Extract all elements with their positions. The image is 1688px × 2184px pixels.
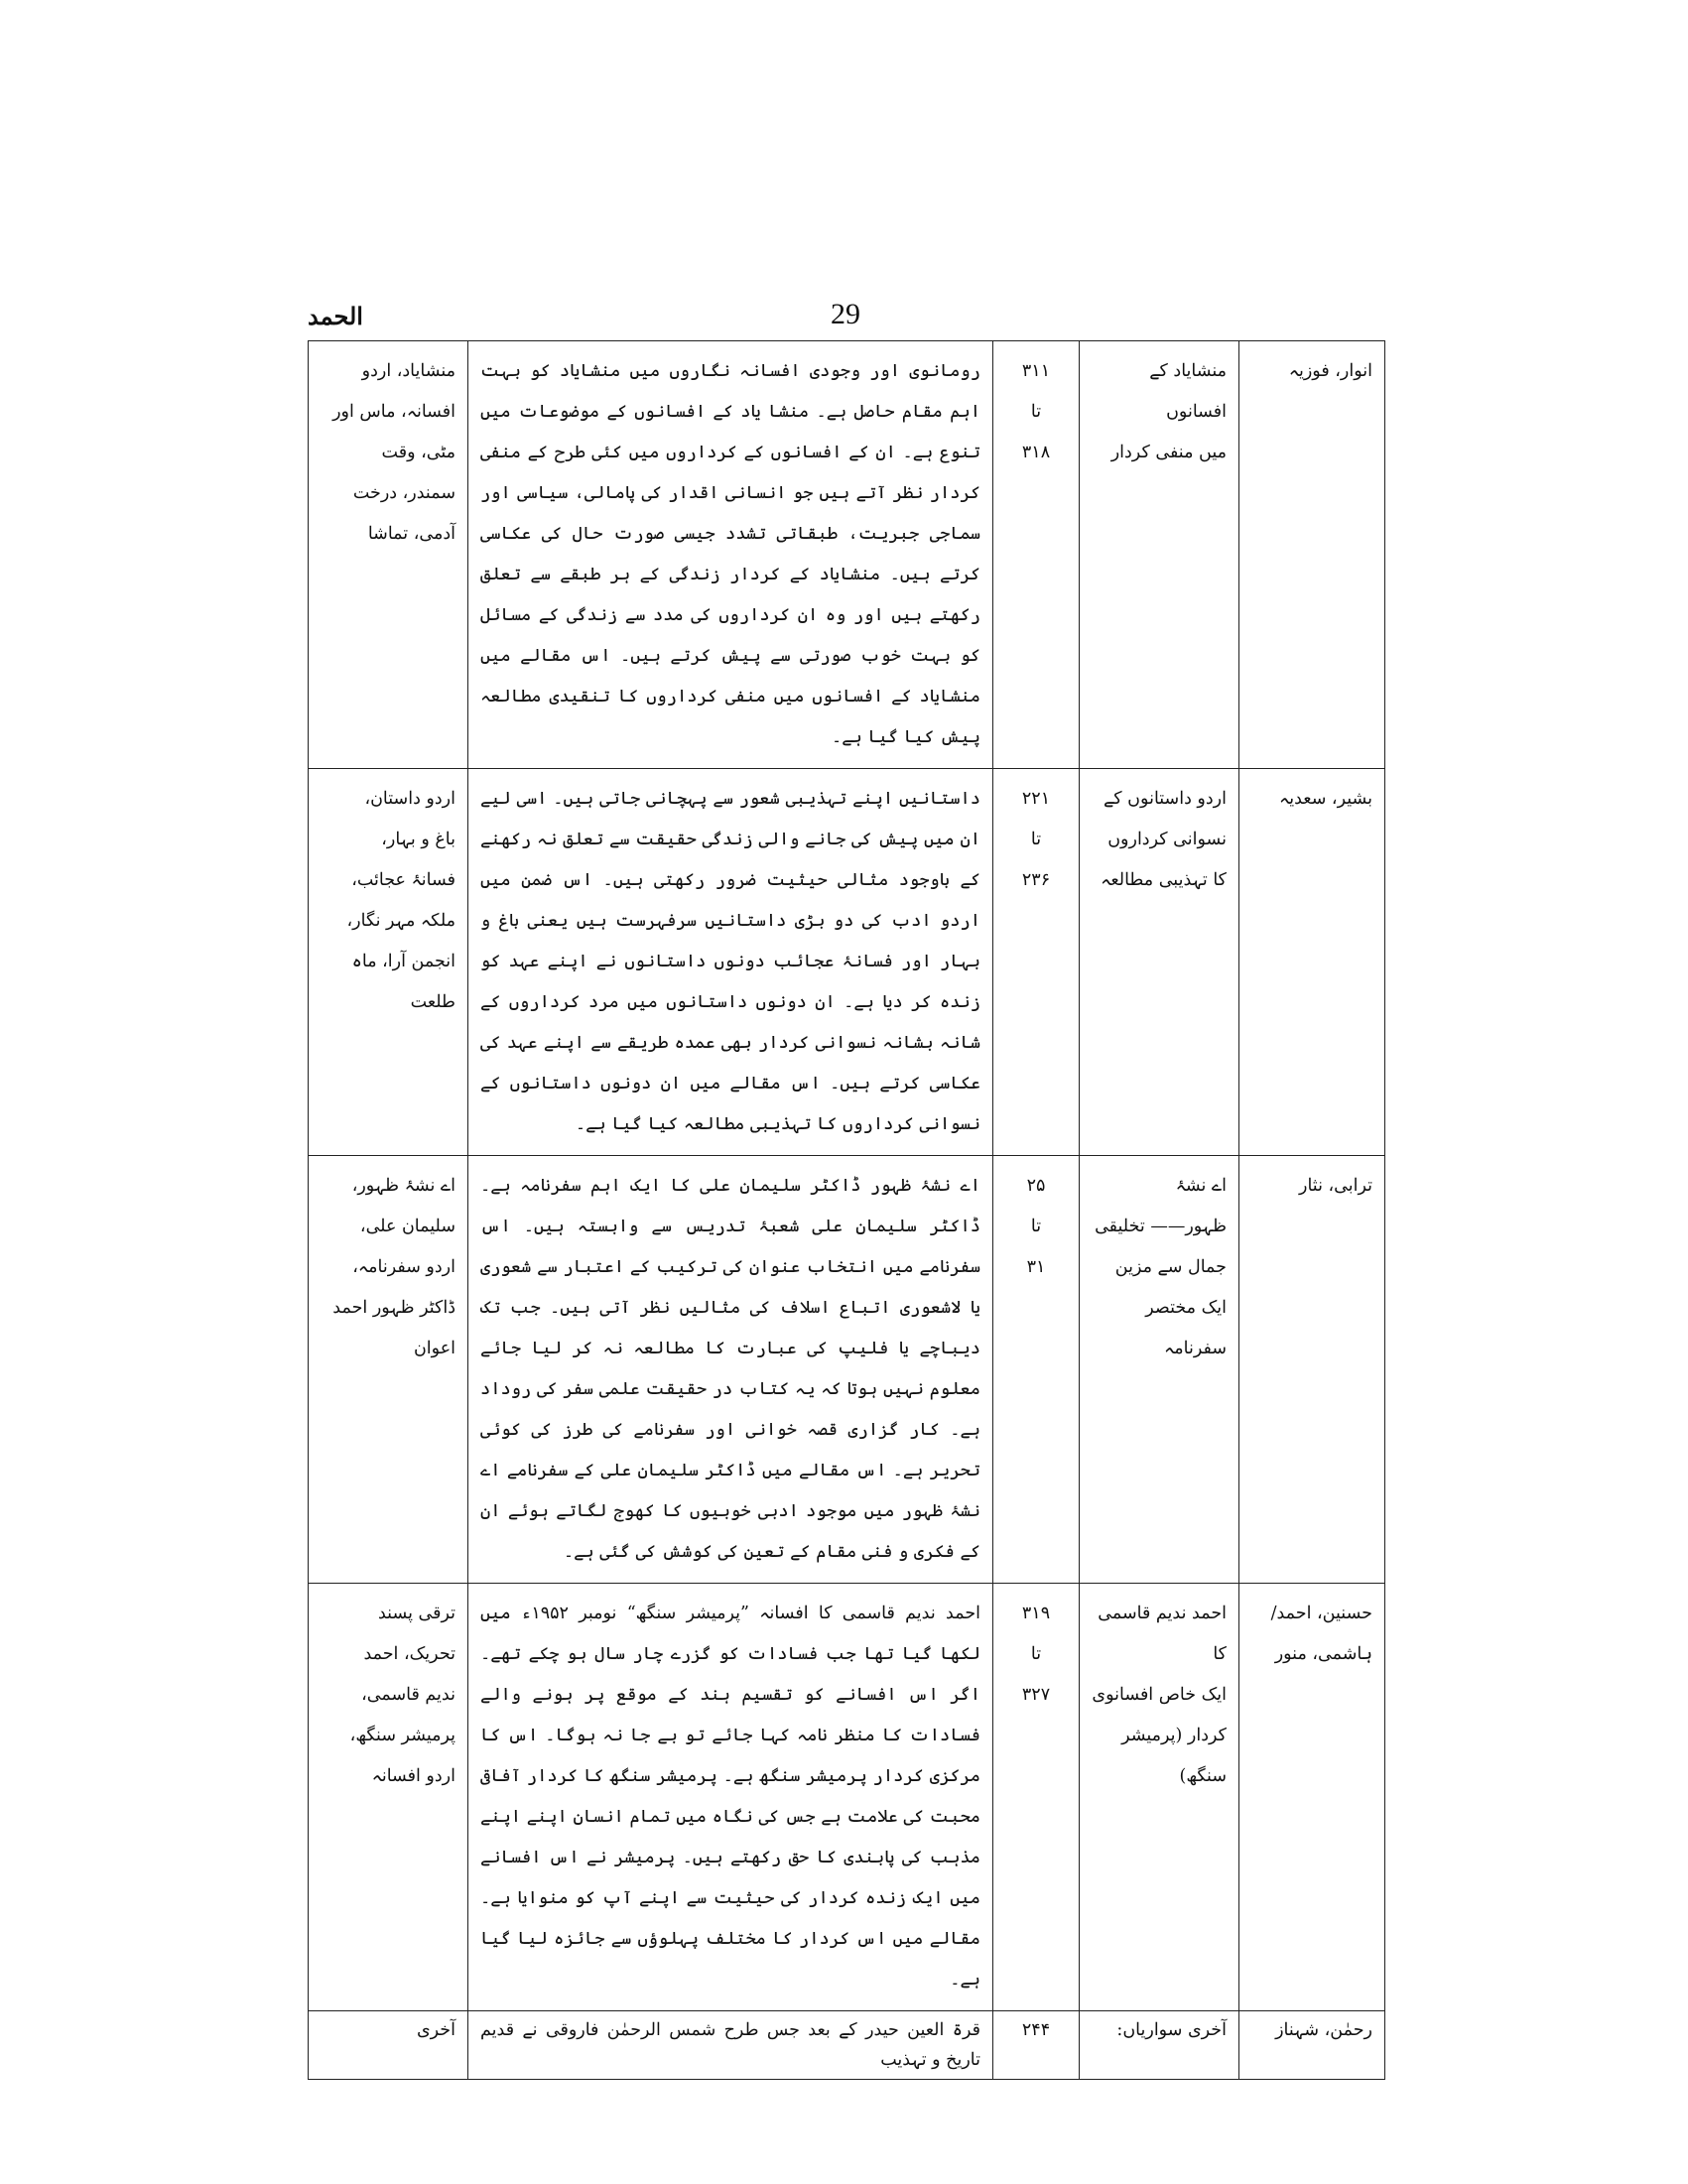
- keywords-cell: [309, 2011, 468, 2080]
- abstract-cell: [468, 2011, 993, 2080]
- keyword-line: آدمی، تماشا: [367, 524, 455, 544]
- title-line: جمال سے مزین: [1114, 1257, 1227, 1277]
- page-start: ۳۱۱: [1021, 361, 1051, 381]
- authors-text: بشیر، سعدیہ: [1278, 789, 1372, 809]
- journal-name: الحمد: [308, 302, 363, 330]
- abstract-cell: [468, 341, 993, 769]
- authors-text: رحمٰن، شہناز: [1275, 2020, 1372, 2040]
- pages-cell: [993, 341, 1080, 769]
- page-to: تا: [1030, 1644, 1042, 1664]
- title-line: ظہور—— تخلیقی: [1095, 1217, 1227, 1236]
- keyword-line: ڈاکٹر ظہور احمد: [332, 1298, 455, 1318]
- title-line: ایک خاص افسانوی: [1092, 1685, 1227, 1705]
- keyword-line: سمندر، درخت: [352, 483, 455, 503]
- title-cell: [1080, 2011, 1239, 2080]
- keyword-line: اردو سفرنامہ،: [352, 1257, 455, 1277]
- title-line: احمد ندیم قاسمی کا: [1098, 1604, 1227, 1664]
- keyword-line: پرمیشر سنگھ،: [349, 1726, 455, 1745]
- title-line: سنگھ): [1179, 1766, 1227, 1786]
- authors-cell: [1239, 341, 1385, 769]
- keyword-line: باغ و بہار،: [381, 830, 455, 849]
- authors-cell: [1239, 2011, 1385, 2080]
- page-start: ۲۴۴: [1021, 2020, 1051, 2040]
- keyword-line: ترقی پسند: [378, 1604, 455, 1623]
- page-end: ۳۱۸: [1021, 443, 1051, 462]
- abstract-cell: [468, 769, 993, 1156]
- page-to: تا: [1030, 1217, 1042, 1236]
- abstract-text: رومانوی اور وجودی افسانہ نگاروں میں منشایاد کو بہت اہم مقام حاصل ہے۔ منشا یاد کے افسانوں کے موضوعات میں تنوع ہے۔ ان کے افسانوں کے کرداروں میں کئی طرح کے منفی کردار نظر آتے ہیں جو انسانی اقدار کی پامالی، سیاسی اور سماجی جبریت، طبقاتی تشدد جیسی صورت حال کی عکاسی کرتے ہیں۔ منشایاد کے کردار زندگی کے ہر طبقے سے تعلق رکھتے ہیں اور وہ ان کرداروں کی مدد سے زندگی کے مسائل کو بہت خوب صورتی سے پیش کرتے ہیں۔ اس مقالے میں منشایاد کے افسانوں میں منفی کرداروں کا تنقیدی مطالعہ پیش کیا گیا ہے۔: [480, 361, 980, 747]
- page-header: [308, 298, 1383, 339]
- page-end: ۳۱: [1026, 1257, 1046, 1277]
- abstract-text: احمد ندیم قاسمی کا افسانہ ”پرمیشر سنگھ“ نومبر ۱۹۵۲ء میں لکھا گیا تھا جب فسادات کو گزرے چار سال ہو چکے تھے۔ اگر اس افسانے کو تقسیم ہند کے موقع پر ہونے والے فسادات کا منظر نامہ کہا جائے تو بے جا نہ ہوگا۔ اس کا مرکزی کردار پرمیشر سنگھ ہے۔ پرمیشر سنگھ کا کردار آفاقی محبت کی علامت ہے جس کی نگاہ میں تمام انسان اپنے اپنے مذہب کی پابندی کا حق رکھتے ہیں۔ پرمیشر نے اس افسانے میں ایک زندہ کردار کی حیثیت سے اپنے آپ کو منوایا ہے۔ مقالے میں اس کردار کا مختلف پہلوؤں سے جائزہ لیا گیا ہے۔: [480, 1604, 980, 1990]
- page-start: ۲۲۱: [1021, 789, 1051, 809]
- pages-cell: [993, 2011, 1080, 2080]
- page-to: تا: [1030, 830, 1042, 849]
- keywords-cell: [309, 341, 468, 769]
- table-row: [309, 1156, 1385, 1584]
- pages-cell: [993, 769, 1080, 1156]
- keyword-line: اے نشۂ ظہور،: [351, 1176, 455, 1196]
- keyword-line: انجمن آرا، ماہ: [351, 952, 455, 971]
- page-start: ۳۱۹: [1021, 1604, 1051, 1623]
- authors-text: حسنین، احمد/ ہاشمی، منور: [1270, 1604, 1372, 1664]
- page-number: 29: [831, 298, 860, 330]
- abstract-text: قرۃ العین حیدر کے بعد جس طرح شمس الرحمٰن فاروقی نے قدیم تاریخ و تہذیب: [480, 2020, 980, 2070]
- page-end: ۲۳۶: [1021, 870, 1051, 890]
- title-cell: [1080, 341, 1239, 769]
- page-start: ۲۵: [1026, 1176, 1046, 1196]
- title-line: منشایاد کے افسانوں: [1149, 361, 1227, 422]
- title-line: میں منفی کردار: [1110, 443, 1227, 462]
- title-cell: [1080, 769, 1239, 1156]
- index-table: [308, 340, 1385, 2080]
- title-cell: [1080, 1584, 1239, 2011]
- title-line: نسوانی کرداروں: [1107, 830, 1227, 849]
- authors-text: ترابی، نثار: [1299, 1176, 1372, 1196]
- title-line: ایک مختصر سفرنامہ: [1145, 1298, 1227, 1358]
- title-line: کردار (پرمیشر: [1121, 1726, 1227, 1745]
- keywords-cell: [309, 1584, 468, 2011]
- table-row: [309, 769, 1385, 1156]
- keyword-line: سلیمان علی،: [359, 1217, 455, 1236]
- page-end: ۳۲۷: [1021, 1685, 1051, 1705]
- authors-cell: [1239, 1156, 1385, 1584]
- pages-cell: [993, 1584, 1080, 2011]
- table-row: [309, 341, 1385, 769]
- authors-cell: [1239, 1584, 1385, 2011]
- table-row: [309, 2011, 1385, 2080]
- abstract-text: اے نشۂ ظہور ڈاکٹر سلیمان علی کا ایک اہم سفرنامہ ہے۔ ڈاکٹر سلیمان علی شعبۂ تدریس سے وابستہ ہیں۔ اس سفرنامے میں انتخاب عنوان کی ترکیب کے اعتبار سے شعوری یا لاشعوری اتباع اسلاف کی مثالیں نظر آتی ہیں۔ جب تک دیباچے یا فلیپ کی عبارت کا مطالعہ نہ کر لیا جائے معلوم نہیں ہوتا کہ یہ کتاب در حقیقت علمی سفر کی روداد ہے۔ کار گزاری قصہ خوانی اور سفرنامے کی طرز کی کوئی تحریر ہے۔ اس مقالے میں ڈاکٹر سلیمان علی کے سفرنامے اے نشۂ ظہور میں موجود ادبی خوبیوں کا کھوج لگاتے ہوئے ان کے فکری و فنی مقام کے تعین کی کوشش کی گئی ہے۔: [480, 1176, 980, 1562]
- keyword-line: فسانۂ عجائب،: [351, 870, 455, 890]
- keywords-cell: [309, 1156, 468, 1584]
- keyword-line: تحریک، احمد: [363, 1644, 455, 1664]
- title-line: اے نشۂ: [1175, 1176, 1227, 1196]
- title-line: اردو داستانوں کے: [1104, 789, 1227, 809]
- page-to: تا: [1030, 402, 1042, 422]
- authors-cell: [1239, 769, 1385, 1156]
- keyword-line: مٹی، وقت: [381, 443, 455, 462]
- abstract-text: داستانیں اپنے تہذیبی شعور سے پہچانی جاتی ہیں۔ اسی لیے ان میں پیش کی جانے والی زندگی حقیقت سے تعلق نہ رکھنے کے باوجود مثالی حیثیت ضرور رکھتی ہیں۔ اس ضمن میں اردو ادب کی دو بڑی داستانیں سرفہرست ہیں یعنی باغ و بہار اور فسانۂ عجائب دونوں داستانوں نے اپنے عہد کو زندہ کر دیا ہے۔ ان دونوں داستانوں میں مرد کرداروں کے شانہ بشانہ نسوانی کردار بھی عمدہ طریقے سے اپنے عہد کی عکاسی کرتے ہیں۔ اس مقالے میں ان دونوں داستانوں کے نسوانی کرداروں کا تہذیبی مطالعہ کیا گیا ہے۔: [480, 789, 980, 1134]
- keyword-line: منشایاد، اردو: [361, 361, 455, 381]
- abstract-cell: [468, 1584, 993, 2011]
- title-line: آخری سواریاں:: [1116, 2020, 1227, 2040]
- keyword-line: ملکہ مہر نگار،: [346, 911, 455, 931]
- title-line: کا تہذیبی مطالعہ: [1101, 870, 1227, 890]
- table-row: [309, 1584, 1385, 2011]
- abstract-cell: [468, 1156, 993, 1584]
- authors-text: انوار، فوزیہ: [1288, 361, 1372, 381]
- keyword-line: طلعت: [410, 992, 455, 1012]
- pages-cell: [993, 1156, 1080, 1584]
- keyword-line: اردو داستان،: [364, 789, 455, 809]
- keyword-line: افسانہ، ماس اور: [332, 402, 455, 422]
- keyword-line: اردو افسانہ: [371, 1766, 455, 1786]
- title-cell: [1080, 1156, 1239, 1584]
- keyword-line: ندیم قاسمی،: [361, 1685, 455, 1705]
- keywords-cell: [309, 769, 468, 1156]
- keyword-line: اعوان: [413, 1339, 455, 1358]
- keyword-line: آخری: [416, 2020, 455, 2040]
